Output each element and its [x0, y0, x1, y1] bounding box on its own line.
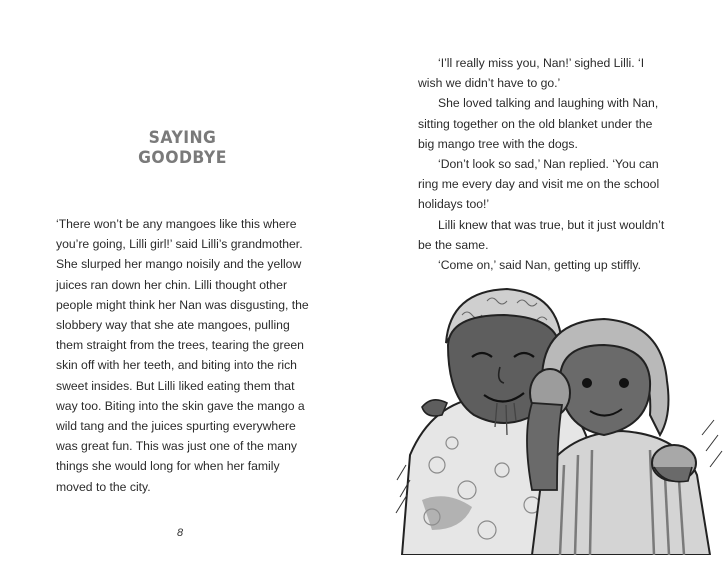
right-page [362, 0, 725, 561]
right-page-text [418, 53, 668, 275]
lilli-eye-right [619, 378, 629, 388]
lilli-arm [527, 403, 562, 490]
nan-and-lilli-illustration [392, 285, 725, 555]
paragraph: ‘I’ll really miss you, Nan!’ sighed Lilli. ‘I wish we didn’t have to go.’ [418, 56, 645, 91]
lilli-eye-left [582, 378, 592, 388]
paragraph: Lilli knew that was true, but it just wouldn’t be the same. [418, 217, 665, 252]
paragraph: She loved talking and laughing with Nan, sitting together on the old blanket under the big mango tree with the dogs. [418, 96, 659, 151]
paragraph: ‘Don’t look so sad,’ Nan replied. ‘You can ring me every day and visit me on the school holidays too!’ [418, 157, 660, 212]
paragraph: ‘There won’t be any mangoes like this where you’re going, Lilli girl!’ said Lilli’s grandmother. She slurped her mango noisily and the yellow juices ran down her chin. Lilli thought other people might think her Nan was disgusting, the slobbery way that she ate mangoes, pulling them straight from the trees, tearing the green skin off with her teeth, and biting into the rich sweet insides. But Lilli liked eating them that way too. Biting into the skin gave the mango a wild tang and the juices spurting everywhere was great fun. This was just one of the many things she would long for when her family moved to the city. [56, 217, 309, 494]
nan-hand [422, 400, 447, 416]
left-page [0, 0, 362, 561]
left-page-text [56, 214, 312, 497]
chapter-title: SAYING GOODBYE [138, 128, 227, 168]
page-number: 8 [176, 527, 184, 539]
paragraph: ‘Come on,’ said Nan, getting up stiffly. [438, 258, 642, 273]
